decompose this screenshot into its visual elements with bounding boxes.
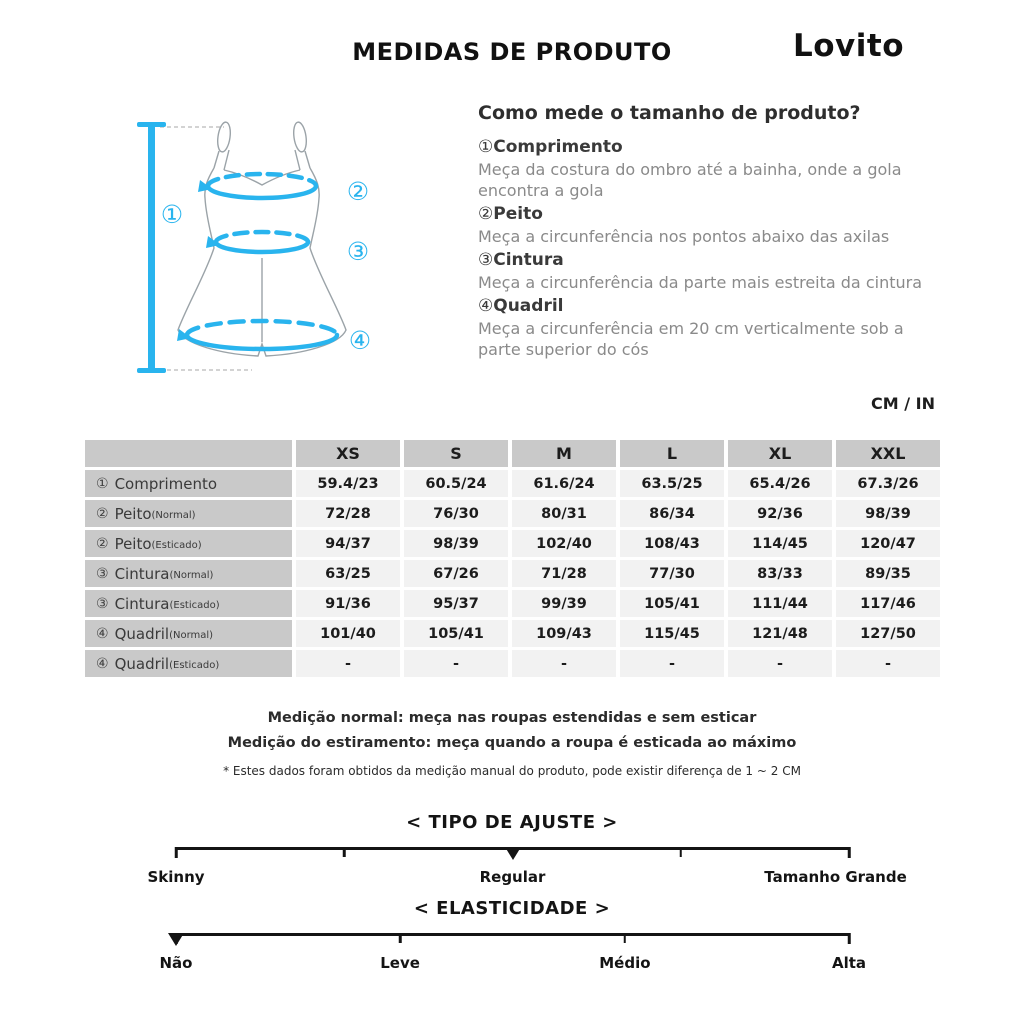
right-strap-loop [292,121,308,152]
cell-value: 99/39 [512,590,616,617]
cell-value: - [836,650,940,677]
cell-value: 65.4/26 [728,470,832,497]
scale-tick [175,847,178,858]
cell-value: 115/45 [620,620,724,647]
callout-2: ② [346,177,370,206]
callout-1: ① [160,200,184,229]
cell-value: 71/28 [512,560,616,587]
column-header: L [620,440,724,467]
scale-tick [399,933,402,943]
cell-value: 127/50 [836,620,940,647]
stretch-scale-title: < ELASTICIDADE > [413,898,611,919]
scale-label: Tamanho Grande [764,868,907,886]
note-line: Medição do estiramento: meça quando a roupa é esticada ao máximo [227,734,797,751]
scale-tick [848,847,851,858]
column-header: XS [296,440,400,467]
cell-value: 117/46 [836,590,940,617]
row-label: ③ Cintura (Esticado) [85,590,292,617]
cell-value: 120/47 [836,530,940,557]
scale-marker-icon [168,933,184,946]
table-corner-cell [85,440,292,467]
row-label: ④ Quadril (Esticado) [85,650,292,677]
cell-value: 77/30 [620,560,724,587]
instruction-desc: Meça a circunferência nos pontos abaixo das axilas [478,227,890,247]
cell-value: 63.5/25 [620,470,724,497]
column-header: XL [728,440,832,467]
fit-scale-title: < TIPO DE AJUSTE > [406,812,618,833]
circled-number: ② [478,204,494,225]
scale-line [176,933,849,936]
instruction-item [478,295,946,360]
unit-label: CM / IN [871,394,935,413]
scale-tick [680,847,683,857]
stretch-scale [159,933,867,977]
cell-value: 101/40 [296,620,400,647]
scale-label: Skinny [147,868,205,886]
circled-number: ① [478,137,494,157]
cell-value: 114/45 [728,530,832,557]
scale-label: Alta [831,954,867,972]
instruction-name: ②Peito [478,204,543,225]
chest-band-back [208,174,316,186]
cell-value: 72/28 [296,500,400,527]
cell-value: - [728,650,832,677]
brand-logo: Lovito [793,28,905,64]
garment-measurement-diagram [120,108,440,408]
cell-value: - [620,650,724,677]
instruction-item [478,203,946,247]
cell-value: 60.5/24 [404,470,508,497]
cell-value: 98/39 [404,530,508,557]
scale-tick [624,933,627,943]
cell-value: 109/43 [512,620,616,647]
size-table [85,440,940,677]
instruction-item [478,249,946,293]
instruction-desc: Meça a circunferência da parte mais estreita da cintura [478,273,922,293]
column-header: XXL [836,440,940,467]
column-header: S [404,440,508,467]
cell-value: 121/48 [728,620,832,647]
scale-label: Regular [479,868,546,886]
row-label: ② Peito (Normal) [85,500,292,527]
page-title: MEDIDAS DE PRODUTO [352,38,672,66]
waist-band-back [216,232,308,242]
row-label: ③ Cintura (Normal) [85,560,292,587]
callout-3: ③ [346,237,370,266]
cell-value: 61.6/24 [512,470,616,497]
cell-value: 80/31 [512,500,616,527]
instruction-name: ④Quadril [478,296,564,317]
cell-value: - [296,650,400,677]
cell-value: 67.3/26 [836,470,940,497]
row-label: ① Comprimento [85,470,292,497]
cell-value: 95/37 [404,590,508,617]
circled-number: ④ [96,625,109,642]
scale-tick [848,933,851,944]
cell-value: 94/37 [296,530,400,557]
length-ruler [137,122,166,373]
circled-number: ④ [96,655,109,672]
instruction-item [478,136,946,201]
cell-value: 105/41 [404,620,508,647]
circled-number: ① [96,475,109,492]
cell-value: 105/41 [620,590,724,617]
measure-instructions [478,102,946,362]
circled-number: ② [96,535,109,552]
column-header: M [512,440,616,467]
circled-number: ② [96,505,109,522]
measurement-notes [0,706,1024,778]
cell-value: 76/30 [404,500,508,527]
instruction-name: ①Comprimento [478,137,623,157]
cell-value: - [512,650,616,677]
fit-scale [147,847,907,891]
waist-band-front [216,242,308,252]
circled-number: ③ [96,595,109,612]
instructions-heading: Como mede o tamanho de produto? [478,102,861,124]
instruction-desc: Meça da costura do ombro até a bainha, onde a gola encontra a gola [478,159,902,201]
note-disclaimer: * Estes dados foram obtidos da medição manual do produto, pode existir diferença de 1 ~ 2 CM [223,764,801,779]
cell-value: 102/40 [512,530,616,557]
chest-band-front [208,186,316,198]
cell-value: - [404,650,508,677]
cell-value: 86/34 [620,500,724,527]
cell-value: 98/39 [836,500,940,527]
cell-value: 89/35 [836,560,940,587]
cell-value: 67/26 [404,560,508,587]
circled-number: ③ [478,250,494,271]
circled-number: ④ [478,296,494,317]
cell-value: 83/33 [728,560,832,587]
scale-label: Não [159,954,193,972]
row-label: ④ Quadril (Normal) [85,620,292,647]
scale-tick [343,847,346,857]
row-label: ② Peito (Esticado) [85,530,292,557]
cell-value: 91/36 [296,590,400,617]
cell-value: 111/44 [728,590,832,617]
instruction-desc: Meça a circunferência em 20 cm verticalmente sob a parte superior do cós [478,319,904,360]
callout-4: ④ [348,326,372,355]
scale-label: Leve [380,954,420,972]
scale-marker-icon [505,847,521,860]
scale-label: Médio [599,954,651,972]
cell-value: 92/36 [728,500,832,527]
cell-value: 63/25 [296,560,400,587]
note-line: Medição normal: meça nas roupas estendidas e sem esticar [267,710,757,726]
left-strap-loop [216,121,232,152]
cell-value: 108/43 [620,530,724,557]
instruction-name: ③Cintura [478,250,564,271]
circled-number: ③ [96,565,109,582]
cell-value: 59.4/23 [296,470,400,497]
